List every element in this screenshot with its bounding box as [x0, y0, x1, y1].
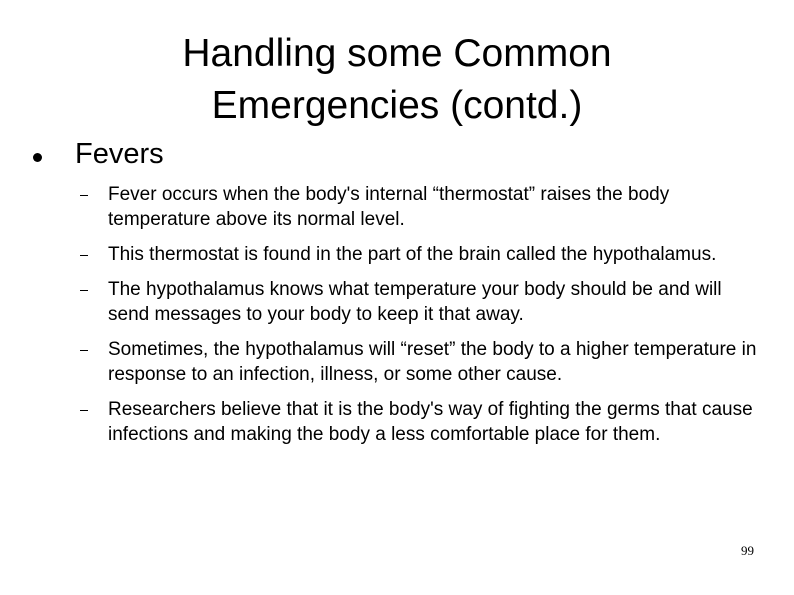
dash-bullet-icon [80, 410, 88, 411]
sub-bullet-text: The hypothalamus knows what temperature your body should be and will send messages to your body to keep it that away. [108, 279, 722, 325]
slide-title-line: Handling some Common [182, 32, 612, 75]
dash-bullet-icon [80, 290, 88, 291]
sub-bullet-item [80, 277, 760, 327]
sub-bullet-item [80, 337, 760, 387]
sub-bullet-item [80, 182, 760, 232]
sub-bullet-item [80, 242, 760, 267]
sub-bullet-text: Sometimes, the hypothalamus will “reset” the body to a higher temperature in response to an infection, illness, or some other cause. [108, 339, 757, 385]
sub-bullet-list [80, 182, 760, 457]
sub-bullet-text: This thermostat is found in the part of the brain called the hypothalamus. [108, 244, 717, 265]
main-bullet [33, 138, 42, 172]
main-bullet-label: Fevers [75, 138, 164, 170]
dash-bullet-icon [80, 195, 88, 196]
slide-title-line: Emergencies (contd.) [211, 84, 583, 127]
sub-bullet-text: Fever occurs when the body's internal “thermostat” raises the body temperature above its normal level. [108, 184, 670, 230]
slide-title [60, 28, 734, 132]
dash-bullet-icon [80, 255, 88, 256]
sub-bullet-text: Researchers believe that it is the body's way of fighting the germs that cause infections and making the body a less comfortable place for them. [108, 399, 753, 445]
page-number: 99 [741, 543, 754, 558]
dash-bullet-icon [80, 350, 88, 351]
sub-bullet-item [80, 397, 760, 447]
filled-circle-bullet-icon [33, 153, 42, 162]
